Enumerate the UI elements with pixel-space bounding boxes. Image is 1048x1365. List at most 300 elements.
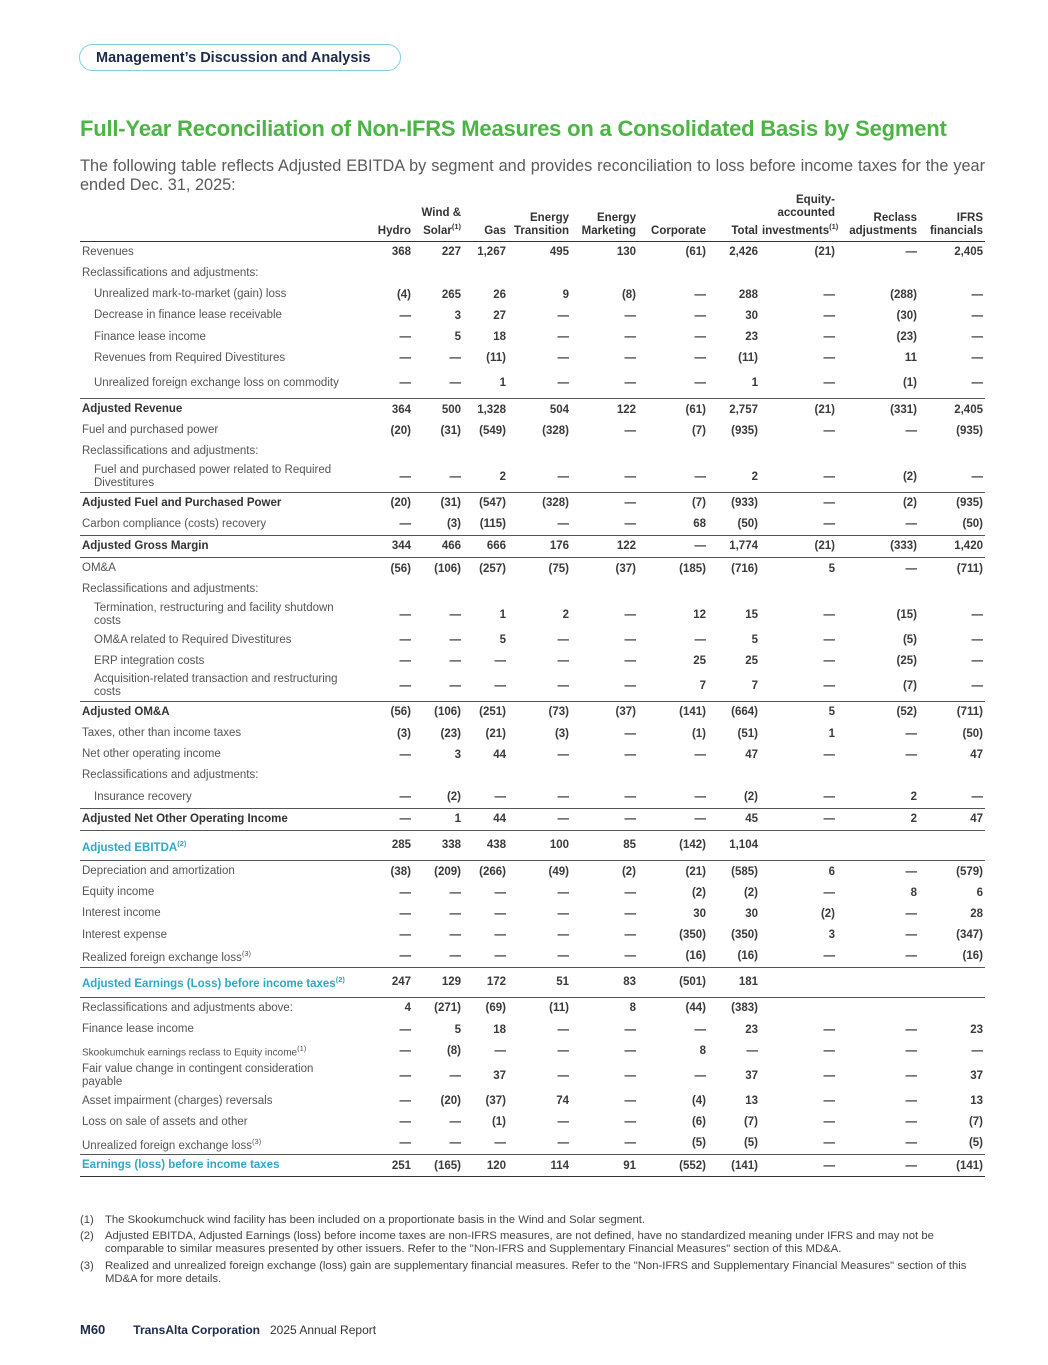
value-cell: —: [823, 1069, 835, 1082]
value-cell: 114: [508, 1155, 571, 1177]
value-cell: 3: [454, 748, 461, 761]
value-cell: (5): [902, 634, 917, 647]
value-cell: —: [449, 907, 461, 920]
value-cell: 5: [499, 634, 506, 647]
value-cell: (141): [638, 701, 708, 723]
value-cell: (141): [708, 1155, 760, 1177]
table-row: [80, 600, 985, 629]
value-cell: —: [823, 518, 835, 531]
value-cell: [413, 579, 463, 600]
value-cell: [638, 441, 708, 462]
value-cell: —: [694, 791, 706, 804]
value-cell: (328): [542, 424, 569, 437]
column-header: Energy Transition: [508, 194, 571, 241]
column-header: Gas: [463, 194, 508, 241]
value-cell: (266): [479, 865, 506, 878]
value-cell: —: [823, 377, 835, 390]
table-row: [80, 420, 985, 441]
value-cell: (185): [679, 562, 706, 575]
value-cell: (61): [638, 398, 708, 420]
row-label: Revenues: [82, 245, 134, 258]
value-cell: 500: [413, 398, 463, 420]
row-label: Fair value change in contingent consideration payable: [82, 1062, 314, 1088]
value-cell: —: [494, 886, 506, 899]
value-cell: (664): [708, 701, 760, 723]
value-cell: 47: [919, 808, 985, 830]
value-cell: —: [823, 1116, 835, 1129]
value-cell: —: [760, 1155, 837, 1177]
value-cell: —: [557, 907, 569, 920]
value-cell: [760, 997, 837, 1019]
value-cell: [508, 441, 571, 462]
column-header: Equity- accounted investments$^{(1)}$: [760, 194, 837, 241]
value-cell: (21): [485, 727, 506, 740]
value-cell: —: [638, 808, 708, 830]
table-row: [80, 946, 985, 968]
row-label: Interest expense: [82, 928, 168, 941]
value-cell: (51): [737, 727, 758, 740]
value-cell: —: [449, 655, 461, 668]
table-row: [80, 492, 985, 514]
row-label: Termination, restructuring and facility shutdown costs: [94, 601, 334, 627]
value-cell: [919, 830, 985, 860]
value-cell: (20): [440, 1095, 461, 1108]
table-row: [80, 305, 985, 326]
value-cell: (75): [548, 562, 569, 575]
value-cell: —: [399, 1095, 411, 1108]
table-row: [80, 441, 985, 462]
value-cell: (106): [434, 562, 461, 575]
value-cell: [708, 579, 760, 600]
value-cell: 5: [454, 1023, 461, 1036]
value-cell: —: [557, 309, 569, 322]
column-header: Total: [708, 194, 760, 241]
value-cell: —: [399, 950, 411, 963]
value-cell: 8: [699, 1044, 706, 1057]
value-cell: —: [694, 634, 706, 647]
value-cell: (328): [508, 492, 571, 514]
value-cell: —: [823, 634, 835, 647]
value-cell: —: [449, 471, 461, 484]
value-cell: 2: [751, 471, 758, 484]
row-label: Unrealized mark-to-market (gain) loss: [94, 288, 287, 301]
value-cell: —: [557, 1069, 569, 1082]
value-cell: (73): [508, 701, 571, 723]
row-label: Interest income: [82, 907, 161, 920]
value-cell: —: [624, 907, 636, 920]
value-cell: —: [823, 309, 835, 322]
value-cell: 45: [708, 808, 760, 830]
table-row: [80, 369, 985, 399]
value-cell: [760, 441, 837, 462]
value-cell: [463, 441, 508, 462]
value-cell: (16): [685, 950, 706, 963]
value-cell: —: [905, 950, 917, 963]
row-label: Adjusted Net Other Operating Income: [80, 808, 358, 830]
value-cell: 100: [508, 830, 571, 860]
value-cell: (7): [902, 680, 917, 693]
value-cell: (5): [691, 1137, 706, 1150]
value-cell: —: [624, 608, 636, 621]
value-cell: —: [905, 907, 917, 920]
row-label: Fuel and purchased power related to Required Divestitures: [94, 464, 332, 490]
value-cell: 495: [549, 246, 569, 259]
value-cell: 285: [358, 830, 413, 860]
value-cell: (7): [638, 492, 708, 514]
value-cell: (21): [814, 246, 835, 259]
value-cell: (37): [571, 701, 638, 723]
value-cell: —: [449, 1069, 461, 1082]
value-cell: —: [557, 680, 569, 693]
row-label: Equity income: [82, 886, 155, 899]
footnotes: [80, 1214, 985, 1289]
value-cell: —: [624, 1069, 636, 1082]
value-cell: [760, 830, 837, 860]
value-cell: 18: [493, 1023, 506, 1036]
value-cell: (716): [731, 562, 758, 575]
value-cell: —: [624, 331, 636, 344]
value-cell: 30: [745, 907, 758, 920]
value-cell: 120: [463, 1155, 508, 1177]
value-cell: —: [823, 950, 835, 963]
value-cell: (106): [413, 701, 463, 723]
value-cell: 666: [463, 535, 508, 557]
value-cell: 44: [463, 808, 508, 830]
value-cell: (383): [731, 1002, 758, 1015]
value-cell: (257): [479, 562, 506, 575]
value-cell: (3): [396, 727, 411, 740]
value-cell: 30: [693, 907, 706, 920]
value-cell: —: [494, 680, 506, 693]
value-cell: [413, 263, 463, 284]
value-cell: [358, 441, 413, 462]
value-cell: [463, 263, 508, 284]
intro-paragraph: The following table reflects Adjusted EBITDA by segment and provides reconciliation to loss before income taxes for the year ended Dec. 31, 2025:: [80, 157, 985, 194]
value-cell: [358, 765, 413, 786]
value-cell: —: [971, 377, 983, 390]
value-cell: (3): [554, 727, 569, 740]
value-cell: —: [508, 808, 571, 830]
table-row: [80, 263, 985, 284]
row-label: Reclassifications and adjustments:: [82, 769, 259, 782]
value-cell: —: [971, 608, 983, 621]
value-cell: —: [449, 886, 461, 899]
value-cell: (7): [691, 424, 706, 437]
value-cell: —: [638, 535, 708, 557]
value-cell: (21): [760, 398, 837, 420]
value-cell: —: [624, 727, 636, 740]
value-cell: [413, 765, 463, 786]
value-cell: —: [624, 471, 636, 484]
value-cell: 2,405: [919, 398, 985, 420]
value-cell: 1: [499, 377, 506, 390]
value-cell: 344: [358, 535, 413, 557]
value-cell: 28: [970, 907, 983, 920]
value-cell: (50): [962, 518, 983, 531]
value-cell: 1,104: [708, 830, 760, 860]
value-cell: —: [557, 929, 569, 942]
value-cell: —: [624, 886, 636, 899]
value-cell: 1,328: [463, 398, 508, 420]
row-label: Finance lease income: [94, 330, 206, 343]
value-cell: 4: [404, 1002, 411, 1015]
value-cell: 1: [828, 727, 835, 740]
value-cell: 288: [738, 288, 758, 301]
value-cell: [760, 579, 837, 600]
value-cell: [919, 997, 985, 1019]
table-row: [80, 1090, 985, 1111]
value-cell: [837, 441, 919, 462]
value-cell: —: [399, 331, 411, 344]
table-row: [80, 284, 985, 305]
value-cell: 227: [441, 246, 461, 259]
value-cell: —: [823, 424, 835, 437]
value-cell: 7: [751, 680, 758, 693]
value-cell: —: [557, 1116, 569, 1129]
value-cell: 504: [508, 398, 571, 420]
value-cell: —: [557, 886, 569, 899]
value-cell: —: [971, 309, 983, 322]
value-cell: 2,426: [729, 246, 758, 259]
table-row: [80, 579, 985, 600]
table-row: [80, 860, 985, 882]
footnote: (3) Realized and unrealized foreign exchange (loss) gain are supplementary financial measures. Refer to the "Non-IFRS and Supplementary Financial Measures" section of this MD&A for more details.: [80, 1259, 967, 1285]
value-cell: —: [399, 352, 411, 365]
value-cell: (16): [962, 950, 983, 963]
value-cell: [919, 579, 985, 600]
value-cell: 12: [693, 608, 706, 621]
value-cell: —: [449, 377, 461, 390]
value-cell: (2): [743, 791, 758, 804]
table-row: [80, 1112, 985, 1133]
value-cell: (30): [896, 309, 917, 322]
value-cell: —: [905, 1023, 917, 1036]
value-cell: [571, 263, 638, 284]
value-cell: (20): [358, 492, 413, 514]
value-cell: —: [494, 655, 506, 668]
value-cell: (1): [902, 377, 917, 390]
value-cell: —: [399, 634, 411, 647]
value-cell: —: [494, 1137, 506, 1150]
value-cell: —: [624, 309, 636, 322]
value-cell: (579): [956, 865, 983, 878]
table-row: [80, 558, 985, 580]
value-cell: (50): [962, 727, 983, 740]
value-cell: [708, 765, 760, 786]
table-row: [80, 1061, 985, 1090]
value-cell: 176: [508, 535, 571, 557]
value-cell: 130: [616, 246, 636, 259]
value-cell: 1,420: [919, 535, 985, 557]
row-label: Adjusted OM&A: [80, 701, 358, 723]
row-label: Asset impairment (charges) reversals: [82, 1094, 273, 1107]
column-header: Energy Marketing: [571, 194, 638, 241]
row-label: OM&A related to Required Divestitures: [94, 633, 292, 646]
page-number: M60: [80, 1322, 106, 1337]
value-cell: —: [624, 655, 636, 668]
value-cell: —: [557, 331, 569, 344]
row-label: Adjusted Revenue: [80, 398, 358, 420]
value-cell: —: [557, 634, 569, 647]
table-row: [80, 723, 985, 744]
value-cell: —: [494, 950, 506, 963]
row-label: Adjusted Gross Margin: [80, 535, 358, 557]
value-cell: (209): [434, 865, 461, 878]
value-cell: [463, 765, 508, 786]
value-cell: 23: [970, 1023, 983, 1036]
value-cell: —: [557, 950, 569, 963]
value-cell: —: [399, 748, 411, 761]
table-row: [80, 1155, 985, 1177]
column-header: Reclass adjustments: [837, 194, 919, 241]
value-cell: —: [557, 471, 569, 484]
value-cell: (2): [621, 865, 636, 878]
value-cell: (37): [485, 1095, 506, 1108]
value-cell: —: [624, 634, 636, 647]
value-cell: —: [449, 1137, 461, 1150]
value-cell: —: [358, 808, 413, 830]
value-cell: —: [760, 492, 837, 514]
value-cell: —: [905, 562, 917, 575]
value-cell: 37: [745, 1069, 758, 1082]
value-cell: —: [905, 424, 917, 437]
row-label: Unrealized foreign exchange loss$^{(3)}$: [82, 1136, 262, 1152]
value-cell: 15: [745, 608, 758, 621]
value-cell: [358, 579, 413, 600]
row-label: Realized foreign exchange loss$^{(3)}$: [82, 949, 251, 965]
column-header: Hydro: [358, 194, 413, 241]
value-cell: 2: [837, 808, 919, 830]
value-cell: 6: [976, 886, 983, 899]
table-row: [80, 514, 985, 536]
value-cell: [837, 997, 919, 1019]
value-cell: 11: [904, 352, 917, 365]
table-row: [80, 882, 985, 903]
value-cell: —: [760, 808, 837, 830]
value-cell: (2): [902, 471, 917, 484]
value-cell: (56): [390, 562, 411, 575]
value-cell: (711): [919, 701, 985, 723]
table-row: [80, 744, 985, 765]
value-cell: —: [971, 288, 983, 301]
value-cell: 5: [454, 331, 461, 344]
value-cell: (711): [956, 562, 983, 575]
value-cell: [571, 765, 638, 786]
value-cell: —: [823, 1095, 835, 1108]
value-cell: —: [823, 1137, 835, 1150]
value-cell: —: [905, 748, 917, 761]
value-cell: 83: [571, 967, 638, 997]
row-label: OM&A: [82, 562, 116, 575]
value-cell: 51: [508, 967, 571, 997]
value-cell: [708, 263, 760, 284]
value-cell: (11): [486, 352, 506, 365]
value-cell: (44): [685, 1002, 706, 1015]
row-label: Depreciation and amortization: [82, 865, 235, 878]
value-cell: —: [823, 288, 835, 301]
value-cell: 5: [760, 701, 837, 723]
value-cell: 1,774: [708, 535, 760, 557]
value-cell: 18: [493, 331, 506, 344]
value-cell: —: [557, 1044, 569, 1057]
value-cell: —: [399, 1044, 411, 1057]
value-cell: 1: [751, 377, 758, 390]
value-cell: —: [823, 655, 835, 668]
value-cell: (1): [691, 727, 706, 740]
value-cell: —: [624, 518, 636, 531]
value-cell: [919, 967, 985, 997]
value-cell: 265: [441, 288, 461, 301]
value-cell: (935): [919, 492, 985, 514]
table-row: [80, 651, 985, 672]
reconciliation-table: [80, 194, 985, 1177]
value-cell: (20): [390, 424, 411, 437]
value-cell: 338: [413, 830, 463, 860]
value-cell: 26: [493, 288, 506, 301]
value-cell: —: [557, 377, 569, 390]
value-cell: [571, 441, 638, 462]
value-cell: —: [449, 680, 461, 693]
row-label: Reclassifications and adjustments:: [82, 583, 259, 596]
value-cell: —: [694, 288, 706, 301]
value-cell: —: [624, 680, 636, 693]
value-cell: —: [399, 608, 411, 621]
value-cell: —: [694, 748, 706, 761]
value-cell: —: [694, 1069, 706, 1082]
value-cell: [760, 765, 837, 786]
value-cell: [571, 579, 638, 600]
value-cell: 2,757: [708, 398, 760, 420]
value-cell: 2: [562, 608, 569, 621]
value-cell: 30: [745, 309, 758, 322]
value-cell: —: [399, 471, 411, 484]
value-cell: 122: [571, 535, 638, 557]
value-cell: —: [571, 492, 638, 514]
value-cell: —: [971, 634, 983, 647]
table-row: [80, 463, 985, 493]
value-cell: —: [449, 608, 461, 621]
value-cell: —: [905, 1095, 917, 1108]
value-cell: —: [694, 331, 706, 344]
table-row: [80, 701, 985, 723]
value-cell: 247: [358, 967, 413, 997]
value-cell: —: [494, 929, 506, 942]
value-cell: (52): [837, 701, 919, 723]
value-cell: 2,405: [954, 246, 983, 259]
value-cell: —: [624, 352, 636, 365]
value-cell: (8): [446, 1044, 461, 1057]
value-cell: 68: [693, 518, 706, 531]
value-cell: —: [494, 791, 506, 804]
value-cell: (142): [638, 830, 708, 860]
value-cell: —: [971, 791, 983, 804]
value-cell: 27: [493, 309, 506, 322]
value-cell: (11): [738, 352, 758, 365]
column-header: Wind & Solar$^{(1)}$: [413, 194, 463, 241]
value-cell: —: [494, 1044, 506, 1057]
value-cell: (38): [390, 865, 411, 878]
value-cell: (16): [737, 950, 758, 963]
value-cell: [463, 579, 508, 600]
value-cell: (4): [396, 288, 411, 301]
value-cell: (1): [491, 1116, 506, 1129]
table-row: [80, 765, 985, 786]
value-cell: 7: [699, 680, 706, 693]
value-cell: (25): [896, 655, 917, 668]
value-cell: 2: [499, 471, 506, 484]
value-cell: (49): [548, 865, 569, 878]
value-cell: —: [557, 1137, 569, 1150]
